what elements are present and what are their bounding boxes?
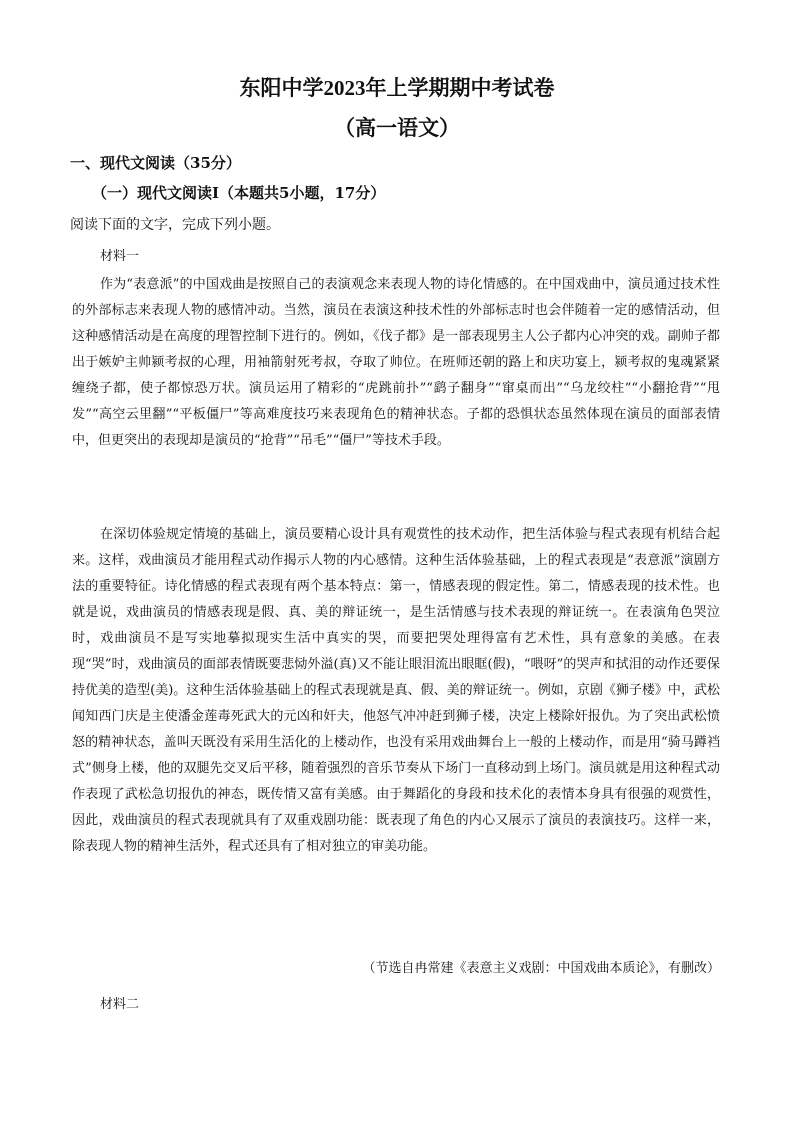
paragraph-1: 作为“表意派”的中国戏曲是按照自己的表演观念来表现人物的诗化情感的。在中国戏曲中，演员通过技术性的外部标志来表现人物的感情冲动。当然，演员在表演这种技术性的外部标志时也会伴随着一定的感情活动，但这种感情活动是在高度的理智控制下进行的。例如，《伐子都》是一部表现男主人公子都内心冲突的戏。副帅子都出于嫉妒主帅颍考叔的心理，用袖箭射死考叔，夺取了帅位。在班师还朝的路上和庆功宴上，颍考叔的鬼魂紧紧缠绕子都，使子都惊恐万状。演员运用了精彩的“虎跳前扑”“鹞子翻身”“窜桌而出”“乌龙绞柱”“小翻抢背”“甩发”“高空云里翻”“平板僵尸”等高难度技巧来表现角色的精神状态。子都的恐惧状态虽然体现在演员的面部表情中，但更突出的表现却是演员的“抢背”“吊毛”“僵尸”等技术手段。 [72, 277, 720, 448]
source-note: （节选自冉常建《表意主义戏剧：中国戏曲本质论》，有删改） [362, 961, 720, 976]
instruction-text: 阅读下面的文字，完成下列小题。 [70, 217, 280, 233]
section-heading: 一、现代文阅读（35分） [70, 154, 241, 172]
exam-title: 东阳中学2023年上学期期中考试卷 [239, 76, 555, 100]
material-two-label: 材料二 [100, 997, 140, 1012]
exam-subtitle: （高一语文） [334, 116, 460, 140]
subsection-heading: （一）现代文阅读Ⅰ（本题共5小题，17分） [92, 184, 386, 202]
paragraph-2: 在深切体验规定情境的基础上，演员要精心设计具有观赏性的技术动作，把生活体验与程式表现有机结合起来。这样，戏曲演员才能用程式动作揭示人物的内心感情。这种生活体验基础，上的程式表现是“表意派”演剧方法的重要特征。诗化情感的程式表现有两个基本特点：第一，情感表现的假定性。第二，情感表现的技术性。也就是说，戏曲演员的情感表现是假、真、美的辩证统一，是生活情感与技术表现的辩证统一。在表演角色哭泣时，戏曲演员不是写实地摹拟现实生活中真实的哭，而要把哭处理得富有艺术性，具有意象的美感。在表现“哭”时，戏曲演员的面部表情既要悲恸外溢(真)又不能让眼泪流出眼眶(假)，“喂呀”的哭声和拭泪的动作还要保持优美的造型(美)。这种生活体验基础上的程式表现就是真、假、美的辩证统一。例如，京剧《狮子楼》中，武松闻知西门庆是主使潘金莲毒死武大的元凶和奸夫，他怒气冲冲赶到狮子楼，决定上楼除奸报仇。为了突出武松愤怒的精神状态，盖叫天既没有采用生活化的上楼动作，也没有采用戏曲舞台上一般的上楼动作，而是用“骑马蹲裆式”侧身上楼，他的双腿先交叉后平移，随着强烈的音乐节奏从下场门一直移动到上场门。演员就是用这种程式动作表现了武松急切报仇的神态，既传情又富有美感。由于舞蹈化的身段和技术化的表情本身具有很强的观赏性，因此，戏曲演员的程式表现就具有了双重戏剧功能：既表现了角色的内心又展示了演员的表演技巧。这样一来，除表现人物的精神生活外，程式还具有了相对独立的审美功能。 [72, 527, 720, 854]
material-one-label: 材料一 [100, 249, 140, 264]
